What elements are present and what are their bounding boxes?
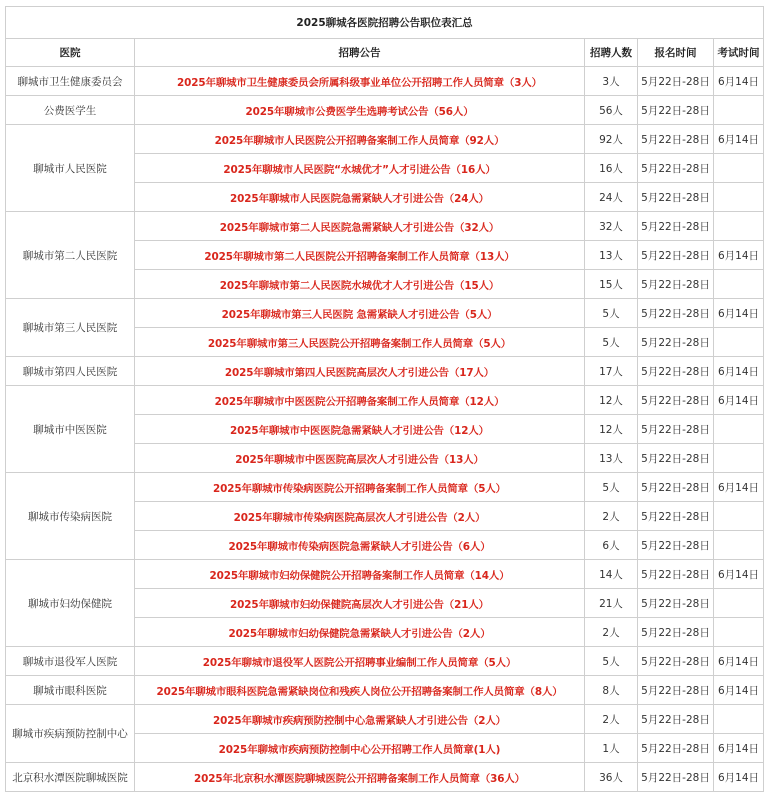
exam-time-cell (714, 96, 764, 125)
notice-cell (135, 328, 585, 357)
table-row (6, 125, 764, 154)
signup-time-cell: 5月22日-28日 (638, 676, 714, 705)
count-cell: 5人 (585, 299, 638, 328)
signup-time-cell: 5月22日-28日 (638, 357, 714, 386)
signup-time-cell: 5月22日-28日 (638, 183, 714, 212)
header-count: 招聘人数 (585, 39, 638, 67)
hospital-cell: 聊城市疾病预防控制中心 (6, 705, 135, 763)
table-row (6, 67, 764, 96)
count-cell: 12人 (585, 415, 638, 444)
count-cell: 17人 (585, 357, 638, 386)
notice-cell (135, 154, 585, 183)
exam-time-cell: 6月14日 (714, 67, 764, 96)
notice-link[interactable]: 2025年聊城市妇幼保健院高层次人才引进公告（21人） (230, 598, 489, 611)
notice-link[interactable]: 2025年聊城市妇幼保健院急需紧缺人才引进公告（2人） (228, 627, 491, 640)
hospital-cell: 聊城市中医医院 (6, 386, 135, 473)
notice-link[interactable]: 2025年聊城市第三人民医院公开招聘备案制工作人员简章（5人） (207, 337, 512, 350)
notice-cell (135, 473, 585, 502)
notice-cell (135, 212, 585, 241)
notice-cell (135, 763, 585, 792)
signup-time-cell: 5月22日-28日 (638, 473, 714, 502)
exam-time-cell: 6月14日 (714, 473, 764, 502)
table-row (6, 357, 764, 386)
signup-time-cell: 5月22日-28日 (638, 560, 714, 589)
table-row (6, 212, 764, 241)
notice-link[interactable]: 2025年聊城市第四人民医院高层次人才引进公告（17人） (224, 366, 495, 379)
notice-cell (135, 502, 585, 531)
count-cell: 2人 (585, 502, 638, 531)
hospital-cell: 聊城市眼科医院 (6, 676, 135, 705)
signup-time-cell: 5月22日-28日 (638, 647, 714, 676)
exam-time-cell (714, 183, 764, 212)
table-row (6, 763, 764, 792)
notice-link[interactable]: 2025年聊城市卫生健康委员会所属科级事业单位公开招聘工作人员简章（3人） (177, 76, 542, 89)
header-signup-time: 报名时间 (638, 39, 714, 67)
signup-time-cell: 5月22日-28日 (638, 531, 714, 560)
notice-link[interactable]: 2025年北京积水潭医院聊城医院公开招聘备案制工作人员简章（36人） (194, 772, 525, 785)
signup-time-cell: 5月22日-28日 (638, 589, 714, 618)
signup-time-cell: 5月22日-28日 (638, 125, 714, 154)
exam-time-cell (714, 502, 764, 531)
hospital-cell: 聊城市卫生健康委员会 (6, 67, 135, 96)
notice-link[interactable]: 2025年聊城市退役军人医院公开招聘事业编制工作人员简章（5人） (202, 656, 517, 669)
notice-link[interactable]: 2025年聊城市眼科医院急需紧缺岗位和残疾人岗位公开招聘备案制工作人员简章（8人） (156, 685, 563, 698)
signup-time-cell: 5月22日-28日 (638, 270, 714, 299)
count-cell: 15人 (585, 270, 638, 299)
count-cell: 5人 (585, 647, 638, 676)
signup-time-cell: 5月22日-28日 (638, 415, 714, 444)
signup-time-cell: 5月22日-28日 (638, 734, 714, 763)
exam-time-cell: 6月14日 (714, 734, 764, 763)
count-cell: 36人 (585, 763, 638, 792)
notice-cell (135, 676, 585, 705)
notice-cell (135, 386, 585, 415)
notice-link[interactable]: 2025年聊城市人民医院公开招聘备案制工作人员简章（92人） (214, 134, 505, 147)
count-cell: 21人 (585, 589, 638, 618)
hospital-cell: 聊城市第三人民医院 (6, 299, 135, 357)
recruitment-table (5, 6, 764, 792)
count-cell: 14人 (585, 560, 638, 589)
table-title: 2025聊城各医院招聘公告职位表汇总 (6, 7, 764, 39)
signup-time-cell: 5月22日-28日 (638, 299, 714, 328)
count-cell: 13人 (585, 444, 638, 473)
table-row (6, 473, 764, 502)
signup-time-cell: 5月22日-28日 (638, 212, 714, 241)
count-cell: 56人 (585, 96, 638, 125)
count-cell: 13人 (585, 241, 638, 270)
count-cell: 5人 (585, 473, 638, 502)
exam-time-cell (714, 589, 764, 618)
table-row (6, 647, 764, 676)
count-cell: 5人 (585, 328, 638, 357)
count-cell: 16人 (585, 154, 638, 183)
exam-time-cell: 6月14日 (714, 763, 764, 792)
exam-time-cell (714, 328, 764, 357)
hospital-cell: 聊城市第二人民医院 (6, 212, 135, 299)
count-cell: 1人 (585, 734, 638, 763)
notice-cell (135, 357, 585, 386)
exam-time-cell (714, 444, 764, 473)
hospital-cell: 聊城市人民医院 (6, 125, 135, 212)
notice-cell (135, 734, 585, 763)
notice-link[interactable]: 2025年聊城市妇幼保健院公开招聘备案制工作人员简章（14人） (209, 569, 510, 582)
count-cell: 32人 (585, 212, 638, 241)
header-exam-time: 考试时间 (714, 39, 764, 67)
notice-link[interactable]: 2025年聊城市传染病医院高层次人才引进公告（2人） (233, 511, 486, 524)
count-cell: 12人 (585, 386, 638, 415)
exam-time-cell (714, 705, 764, 734)
hospital-cell: 聊城市传染病医院 (6, 473, 135, 560)
notice-link[interactable]: 2025年聊城市中医医院急需紧缺人才引进公告（12人） (230, 424, 489, 437)
exam-time-cell: 6月14日 (714, 676, 764, 705)
exam-time-cell (714, 212, 764, 241)
table-row (6, 386, 764, 415)
signup-time-cell: 5月22日-28日 (638, 502, 714, 531)
signup-time-cell: 5月22日-28日 (638, 328, 714, 357)
count-cell: 6人 (585, 531, 638, 560)
signup-time-cell: 5月22日-28日 (638, 386, 714, 415)
notice-cell (135, 415, 585, 444)
notice-link[interactable]: 2025年聊城市中医医院公开招聘备案制工作人员简章（12人） (214, 395, 505, 408)
notice-cell (135, 241, 585, 270)
header-notice: 招聘公告 (135, 39, 585, 67)
hospital-cell: 北京积水潭医院聊城医院 (6, 763, 135, 792)
notice-link[interactable]: 2025年聊城市传染病医院公开招聘备案制工作人员简章（5人） (213, 482, 506, 495)
table-row (6, 560, 764, 589)
notice-cell (135, 705, 585, 734)
signup-time-cell: 5月22日-28日 (638, 241, 714, 270)
count-cell: 8人 (585, 676, 638, 705)
header-hospital: 医院 (6, 39, 135, 67)
signup-time-cell: 5月22日-28日 (638, 67, 714, 96)
signup-time-cell: 5月22日-28日 (638, 96, 714, 125)
table-row (6, 96, 764, 125)
signup-time-cell: 5月22日-28日 (638, 763, 714, 792)
count-cell: 3人 (585, 67, 638, 96)
signup-time-cell: 5月22日-28日 (638, 618, 714, 647)
notice-cell (135, 531, 585, 560)
signup-time-cell: 5月22日-28日 (638, 705, 714, 734)
notice-cell (135, 125, 585, 154)
notice-cell (135, 67, 585, 96)
notice-cell (135, 270, 585, 299)
notice-cell (135, 444, 585, 473)
hospital-cell: 聊城市退役军人医院 (6, 647, 135, 676)
notice-cell (135, 560, 585, 589)
notice-cell (135, 183, 585, 212)
notice-cell (135, 299, 585, 328)
notice-link[interactable]: 2025年聊城市中医医院高层次人才引进公告（13人） (235, 453, 484, 466)
table-header-row (6, 39, 764, 67)
exam-time-cell: 6月14日 (714, 357, 764, 386)
signup-time-cell: 5月22日-28日 (638, 154, 714, 183)
notice-cell (135, 618, 585, 647)
exam-time-cell (714, 531, 764, 560)
notice-link[interactable]: 2025年聊城市疾病预防控制中心急需紧缺人才引进公告（2人） (213, 714, 506, 727)
table-title-row (6, 7, 764, 39)
table-row (6, 676, 764, 705)
exam-time-cell: 6月14日 (714, 125, 764, 154)
notice-link[interactable]: 2025年聊城市第二人民医院急需紧缺人才引进公告（32人） (219, 221, 500, 234)
notice-link[interactable]: 2025年聊城市疾病预防控制中心公开招聘工作人员简章(1人) (218, 743, 501, 756)
notice-cell (135, 647, 585, 676)
exam-time-cell: 6月14日 (714, 647, 764, 676)
exam-time-cell: 6月14日 (714, 386, 764, 415)
notice-cell (135, 96, 585, 125)
notice-link[interactable]: 2025年聊城市人民医院急需紧缺人才引进公告（24人） (230, 192, 489, 205)
exam-time-cell: 6月14日 (714, 241, 764, 270)
count-cell: 24人 (585, 183, 638, 212)
hospital-cell: 公费医学生 (6, 96, 135, 125)
signup-time-cell: 5月22日-28日 (638, 444, 714, 473)
notice-link[interactable]: 2025年聊城市传染病医院急需紧缺人才引进公告（6人） (228, 540, 491, 553)
hospital-cell: 聊城市第四人民医院 (6, 357, 135, 386)
count-cell: 2人 (585, 618, 638, 647)
notice-link[interactable]: 2025年聊城市第二人民医院公开招聘备案制工作人员简章（13人） (204, 250, 515, 263)
hospital-cell: 聊城市妇幼保健院 (6, 560, 135, 647)
notice-link[interactable]: 2025年聊城市公费医学生选聘考试公告（56人） (245, 105, 474, 118)
exam-time-cell: 6月14日 (714, 560, 764, 589)
exam-time-cell (714, 270, 764, 299)
exam-time-cell (714, 415, 764, 444)
exam-time-cell (714, 154, 764, 183)
notice-cell (135, 589, 585, 618)
exam-time-cell (714, 618, 764, 647)
count-cell: 2人 (585, 705, 638, 734)
notice-link[interactable]: 2025年聊城市第三人民医院 急需紧缺人才引进公告（5人） (221, 308, 498, 321)
exam-time-cell: 6月14日 (714, 299, 764, 328)
count-cell: 92人 (585, 125, 638, 154)
notice-link[interactable]: 2025年聊城市第二人民医院水城优才人才引进公告（15人） (219, 279, 500, 292)
table-row (6, 299, 764, 328)
notice-link[interactable]: 2025年聊城市人民医院“水城优才”人才引进公告（16人） (223, 163, 496, 176)
table-row (6, 705, 764, 734)
